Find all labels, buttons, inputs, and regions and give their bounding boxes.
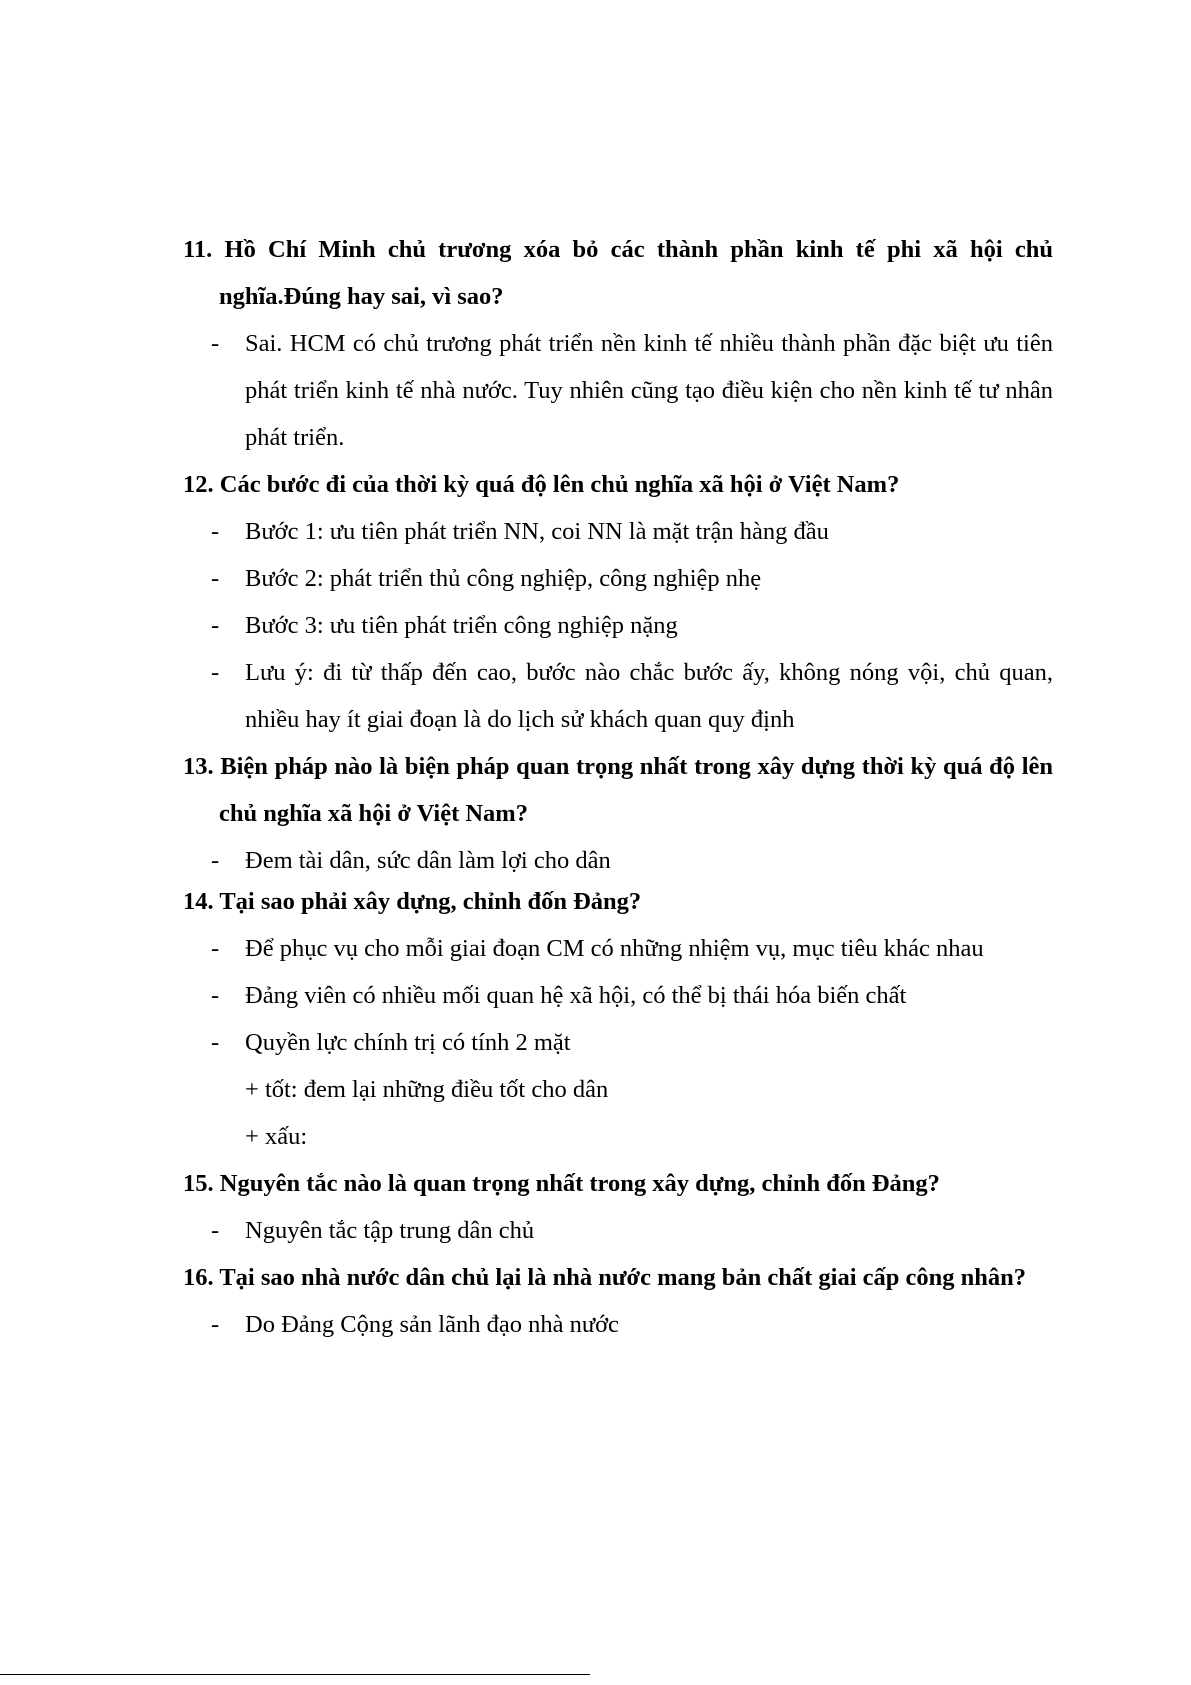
answer-text: Quyền lực chính trị có tính 2 mặt	[245, 1029, 571, 1056]
answer-item	[183, 508, 1053, 555]
answer-item	[183, 320, 1053, 461]
answer-item	[183, 1301, 1053, 1348]
question-12	[183, 461, 1053, 508]
dash-bullet: -	[211, 982, 220, 1009]
question-14-number: 14.	[183, 888, 220, 915]
answer-item	[183, 1207, 1053, 1254]
answer-item	[183, 925, 1053, 972]
answer-text: Do Đảng Cộng sản lãnh đạo nhà nước	[245, 1311, 619, 1338]
dash-bullet: -	[211, 1311, 220, 1338]
sub-item: + tốt: đem lại những điều tốt cho dân	[245, 1076, 609, 1103]
answer-item	[183, 837, 1053, 884]
answer-item	[183, 1019, 1053, 1066]
question-14-text: Tại sao phải xây dựng, chỉnh đốn Đảng?	[219, 888, 642, 915]
question-15-number: 15.	[183, 1170, 220, 1197]
answer-item	[183, 649, 1053, 743]
question-11-text: Hồ Chí Minh chủ trương xóa bỏ các thành phần kinh tế phi xã hội chủ nghĩa.Đúng hay sai, vì sao?	[219, 236, 1053, 310]
answer-text: Bước 2: phát triển thủ công nghiệp, công nghiệp nhẹ	[245, 565, 762, 592]
question-13	[183, 743, 1053, 837]
dash-bullet: -	[211, 847, 220, 874]
footer-divider	[0, 1674, 590, 1675]
dash-bullet: -	[211, 518, 220, 545]
answer-item	[183, 972, 1053, 1019]
question-11	[183, 226, 1053, 320]
dash-bullet: -	[211, 1029, 220, 1056]
answer-item	[183, 555, 1053, 602]
question-16-number: 16.	[183, 1264, 220, 1291]
question-13-number: 13.	[183, 753, 221, 780]
answer-item	[183, 602, 1053, 649]
question-14	[183, 884, 1053, 920]
document-content	[183, 226, 1053, 1348]
question-13-text: Biện pháp nào là biện pháp quan trọng nhất trong xây dựng thời kỳ quá độ lên chủ nghĩa xã hội ở Việt Nam?	[219, 753, 1053, 827]
dash-bullet: -	[211, 612, 220, 639]
dash-bullet: -	[211, 1217, 220, 1244]
answer-text: Bước 3: ưu tiên phát triển công nghiệp nặng	[245, 612, 678, 639]
answer-text: Nguyên tắc tập trung dân chủ	[245, 1217, 535, 1244]
answer-text: Lưu ý: đi từ thấp đến cao, bước nào chắc bước ấy, không nóng vội, chủ quan, nhiều hay ít giai đoạn là do lịch sử khách quan quy định	[245, 659, 1053, 733]
question-15-text: Nguyên tắc nào là quan trọng nhất trong xây dựng, chỉnh đốn Đảng?	[219, 1170, 940, 1197]
dash-bullet: -	[211, 330, 220, 357]
answer-text: Bước 1: ưu tiên phát triển NN, coi NN là mặt trận hàng đầu	[245, 518, 829, 545]
question-15	[183, 1160, 1053, 1207]
answer-text: Sai. HCM có chủ trương phát triển nền kinh tế nhiều thành phần đặc biệt ưu tiên phát triển kinh tế nhà nước. Tuy nhiên cũng tạo điều kiện cho nền kinh tế tư nhân phát triển.	[245, 330, 1053, 451]
answer-text: Để phục vụ cho mỗi giai đoạn CM có những nhiệm vụ, mục tiêu khác nhau	[245, 935, 984, 962]
dash-bullet: -	[211, 565, 220, 592]
question-16	[183, 1254, 1053, 1301]
dash-bullet: -	[211, 935, 220, 962]
question-12-text: Các bước đi của thời kỳ quá độ lên chủ nghĩa xã hội ở Việt Nam?	[219, 471, 900, 498]
sub-item: + xấu:	[245, 1123, 308, 1150]
dash-bullet: -	[211, 659, 220, 686]
question-16-text: Tại sao nhà nước dân chủ lại là nhà nước mang bản chất giai cấp công nhân?	[219, 1264, 1027, 1291]
answer-text: Đem tài dân, sức dân làm lợi cho dân	[245, 847, 611, 874]
question-12-number: 12.	[183, 471, 220, 498]
question-11-number: 11.	[183, 236, 225, 263]
answer-text: Đảng viên có nhiều mối quan hệ xã hội, có thể bị thái hóa biến chất	[245, 982, 907, 1009]
